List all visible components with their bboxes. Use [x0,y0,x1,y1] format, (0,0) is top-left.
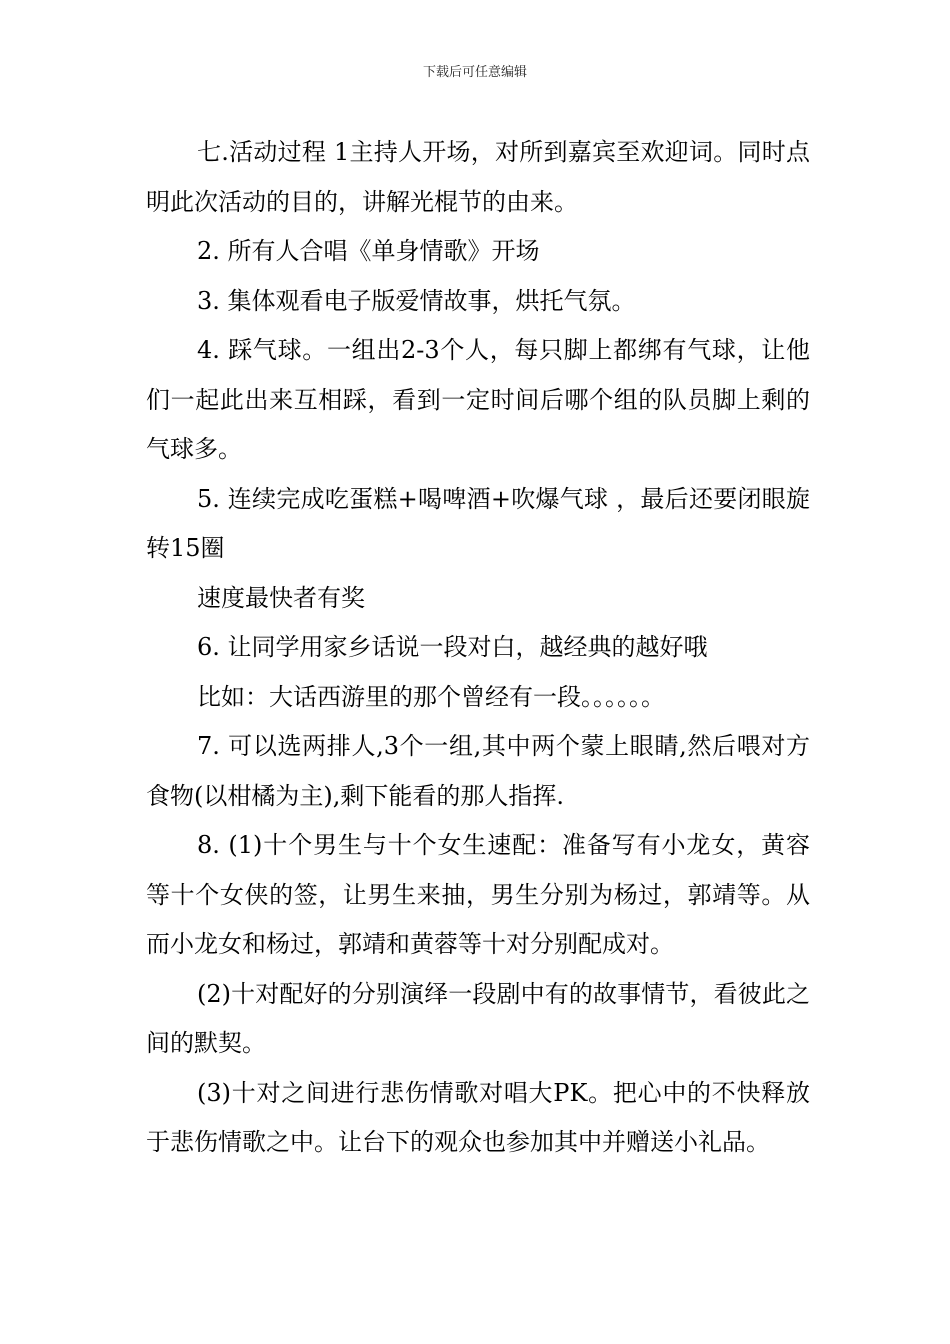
paragraph-item-8-part-2: (2)十对配好的分别演绎一段剧中有的故事情节，看彼此之间的默契。 [146,979,810,1057]
paragraph-item-5-prize: 速度最快者有奖 [197,583,365,612]
paragraph-item-5: 5. 连续完成吃蛋糕+喝啤酒+吹爆气球 ，最后还要闭眼旋转15圈 [146,484,810,562]
paragraph-activity-process: 七.活动过程 1主持人开场，对所到嘉宾至欢迎词。同时点明此次活动的目的，讲解光棍节的由来。 [146,138,810,216]
paragraph-item-7: 7. 可以选两排人,3个一组,其中两个蒙上眼睛,然后喂对方食物(以柑橘为主),剩下能看的那人指挥. [146,732,810,810]
paragraph-item-3: 3. 集体观看电子版爱情故事，烘托气氛。 [197,286,636,315]
page-header: 下载后可任意编辑 [422,65,527,80]
paragraph-item-8-part-3: (3)十对之间进行悲伤情歌对唱大PK。把心中的不快释放于悲伤情歌之中。让台下的观众也参加其中并赠送小礼品。 [146,1078,810,1156]
paragraph-item-8: 8. (1)十个男生与十个女生速配：准备写有小龙女，黄容等十个女侠的签，让男生来抽，男生分别为杨过，郭靖等。从而小龙女和杨过，郭靖和黄蓉等十对分别配成对。 [146,831,810,958]
paragraph-item-4: 4. 踩气球。一组出2-3个人，每只脚上都绑有气球，让他们一起此出来互相踩，看到一定时间后哪个组的队员脚上剩的气球多。 [146,336,810,463]
paragraph-item-6-example: 比如：大话西游里的那个曾经有一段。。。。。。 [197,682,665,711]
document-body [146,128,810,1168]
paragraph-item-6: 6. 让同学用家乡话说一段对白，越经典的越好哦 [197,633,708,661]
paragraph-item-2: 2. 所有人合唱《单身情歌》开场 [197,237,540,265]
